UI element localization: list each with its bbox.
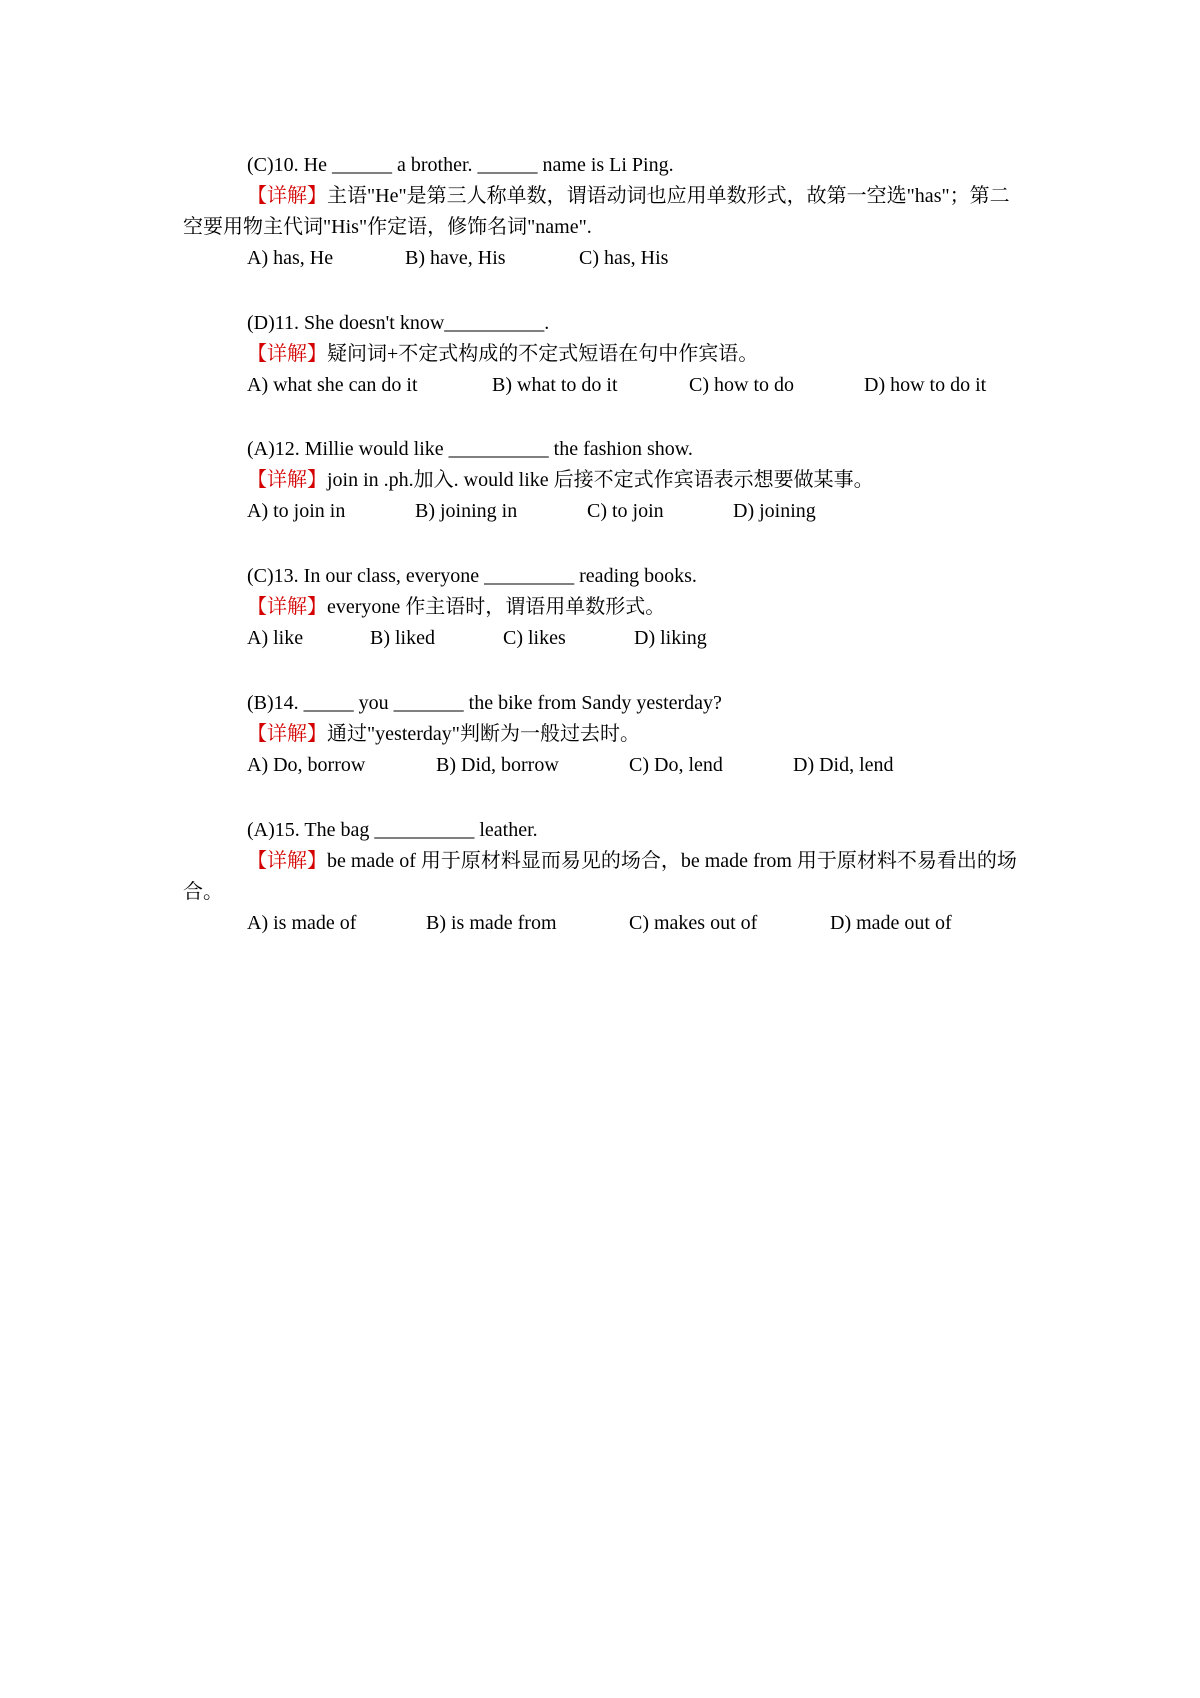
detail-tag: 【详解】 [247,596,327,618]
option-c: C) how to do [689,374,794,396]
detail-tag: 【详解】 [247,343,327,365]
option-a: A) has, He [247,247,334,269]
question-10 [183,150,1023,274]
option-d: D) liking [634,627,707,649]
option-a: A) Do, borrow [247,754,366,776]
option-b: B) Did, borrow [436,754,559,776]
options-row [183,370,1023,401]
detail-text: 通过"yesterday"判断为一般过去时。 [327,723,640,745]
option-c: C) makes out of [629,912,758,934]
option-b: B) liked [370,627,435,649]
option-c: C) likes [503,627,566,649]
detail-text: everyone 作主语时，谓语用单数形式。 [327,596,666,618]
question-detail [183,846,1023,908]
option-a: A) is made of [247,912,357,934]
options-row [183,243,1023,274]
detail-text: be made of 用于原材料显而易见的场合，be made from 用于原材料不易看出的场合。 [183,850,1017,903]
detail-tag: 【详解】 [247,723,327,745]
question-stem: (A)12. Millie would like __________ the fashion show. [247,438,693,460]
question-15 [183,815,1023,939]
option-c: C) to join [587,500,664,522]
options-row [183,750,1023,781]
question-stem: (C)13. In our class, everyone _________ reading books. [247,565,697,587]
question-12 [183,434,1023,527]
detail-text: join in .ph.加入. would like 后接不定式作宾语表示想要做某事。 [327,469,874,491]
question-detail [183,592,1023,623]
option-a: A) what she can do it [247,374,418,396]
question-stem: (A)15. The bag __________ leather. [247,819,538,841]
question-detail [183,719,1023,750]
question-stem: (C)10. He ______ a brother. ______ name is Li Ping. [247,154,674,176]
options-row [183,496,1023,527]
question-detail [183,465,1023,496]
question-14 [183,688,1023,781]
detail-tag: 【详解】 [247,185,327,207]
option-d: D) Did, lend [793,754,894,776]
detail-tag: 【详解】 [247,469,327,491]
options-row [183,908,1023,939]
option-b: B) is made from [426,912,557,934]
option-b: B) what to do it [492,374,618,396]
option-d: D) joining [733,500,816,522]
option-c: C) Do, lend [629,754,723,776]
option-a: A) to join in [247,500,346,522]
option-b: B) have, His [405,247,506,269]
detail-text: 主语"He"是第三人称单数，谓语动词也应用单数形式，故第一空选"has"；第二空要用物主代词"His"作定语，修饰名词"name". [183,185,1010,238]
option-b: B) joining in [415,500,518,522]
question-stem: (D)11. She doesn't know__________. [247,312,550,334]
option-a: A) like [247,627,304,649]
detail-tag: 【详解】 [247,850,327,872]
question-11 [183,308,1023,401]
question-13 [183,561,1023,654]
options-row [183,623,1023,654]
question-detail [183,181,1023,243]
question-detail [183,339,1023,370]
question-stem: (B)14. _____ you _______ the bike from Sandy yesterday? [247,692,722,714]
option-d: D) how to do it [864,374,987,396]
option-d: D) made out of [830,912,952,934]
option-c: C) has, His [579,247,669,269]
detail-text: 疑问词+不定式构成的不定式短语在句中作宾语。 [327,343,759,365]
